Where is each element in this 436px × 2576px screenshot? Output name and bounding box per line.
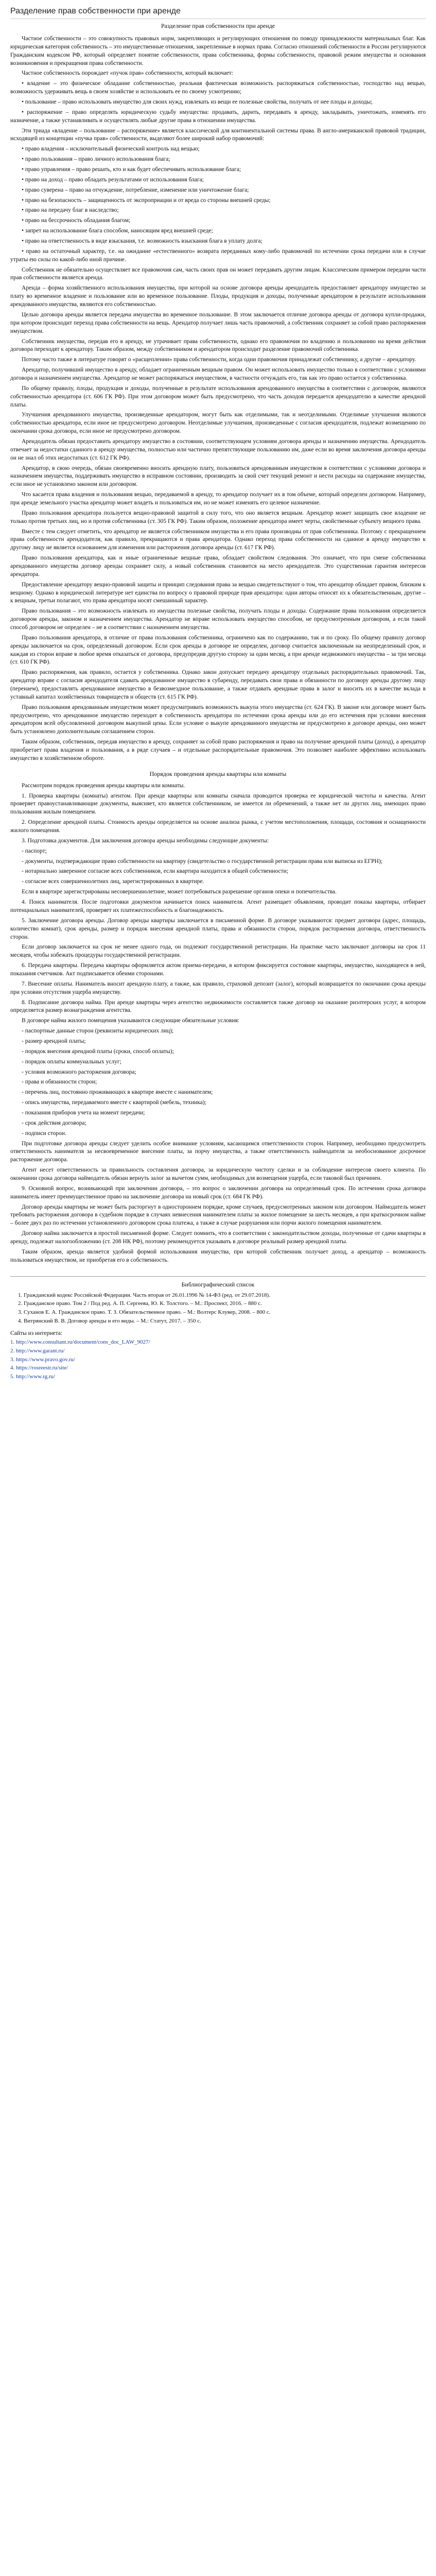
list-item: • право владения – исключительный физический контроль над вещью; bbox=[22, 146, 200, 152]
list-item: • право пользования – право личного использования блага; bbox=[22, 156, 170, 163]
site-link[interactable]: 2. http://www.garant.ru/ bbox=[10, 1347, 65, 1354]
paragraph: Таким образом, собственник, передав имущество в аренду, сохраняет за собой право распоряжения и право на получение арендной платы (доход), а арендатор приобретает права владения и пользования, а в ряде случаев – и отдельные распорядительные правомочия. Это позволяет наиболее эффективно использовать имущество в хозяйственном обороте. bbox=[10, 739, 426, 761]
paragraph: Право пользования арендатора пользуется вещно-правовой защитой в силу того, что оно является вещным. Арендатор может защищать свое владение не только против третьих лиц, но и против собственника (ст. 305 ГК РФ). Таким образом, положение арендатора имеет черты, свойственные субъекту вещного права. bbox=[10, 510, 426, 524]
list-item: - срок действия договора; bbox=[22, 1120, 86, 1126]
site-link-item bbox=[10, 1364, 426, 1372]
paragraph: Если договор заключается на срок не менее одного года, он подлежит государственной регистрации. На практике часто заключают договоры на срок 11 месяцев, чтобы избежать процедуры государственной регистрации. bbox=[10, 944, 426, 959]
paragraph: Арендатор, получивший имущество в аренду, обладает ограниченным вещным правом. Он может использовать имущество только в соответствии с условиями договора и назначением имущества. Арендатор не может распоряжаться имуществом, в частности отчуждать его, так как это право остается у собственника. bbox=[10, 367, 426, 381]
paragraph: В договоре найма жилого помещения указываются следующие обязательные условия: bbox=[22, 1018, 240, 1024]
paragraph: Если в квартире зарегистрированы несовершеннолетние, может потребоваться разрешение органов опеки и попечительства. bbox=[22, 889, 337, 895]
article-body bbox=[10, 35, 426, 1265]
list-item: - порядок внесения арендной платы (сроки, способ оплаты); bbox=[22, 1048, 174, 1055]
list-item: - паспорт; bbox=[22, 848, 47, 854]
paragraph: Арендатор, в свою очередь, обязан своевременно вносить арендную плату, пользоваться арендованным имуществом в соответствии с условиями договора и назначением имущества, поддерживать имущество в исправном состоянии, производить за свой счет текущий ремонт и нести расходы на содержание имущества, если иное не установлено законом или договором. bbox=[10, 465, 426, 488]
paragraph: Эти триада «владение – пользование – распоряжение» является классической для континентальной системы права. В англо-американской правовой традиции, исходящей из концепции «пучка прав» собственности, выделяют более широкий набор правомочий: bbox=[10, 127, 426, 142]
list-item: - нотариально заверенное согласие всех собственников, если квартира находится в общей собственности; bbox=[22, 868, 288, 875]
list-item: - порядок оплаты коммунальных услуг; bbox=[22, 1058, 121, 1065]
list-item: - размер арендной платы; bbox=[22, 1038, 86, 1044]
section-heading: Порядок проведения аренды квартиры или комнаты bbox=[149, 770, 287, 777]
paragraph: Таким образом, аренда является удобной формой использования имущества, при которой собственник получает доход, а арендатор – возможность пользоваться имуществом, не приобретая его в собственность. bbox=[10, 1248, 426, 1263]
paragraph: 2. Определение арендной платы. Стоимость аренды определяется на основе анализа рынка, с учетом местоположения, площади, состояния и оснащенности жилого помещения. bbox=[10, 819, 426, 834]
article-section bbox=[10, 266, 426, 763]
list-item: - условия возможного расторжения договора; bbox=[22, 1069, 136, 1075]
page-header bbox=[10, 4, 426, 19]
list-item: - паспортные данные сторон (реквизиты юридических лиц); bbox=[22, 1028, 174, 1035]
list-item: - права и обязанности сторон; bbox=[22, 1079, 97, 1086]
list-item: - показания приборов учета на момент передачи; bbox=[22, 1109, 145, 1116]
paragraph: Собственник имущества, передав его в аренду, не утрачивает права собственности, однако его правомочия по владению и пользованию на время действия договора переходят к арендатору. Таким образом, между собственником и арендатором происходит разделение правомочий собственника. bbox=[10, 338, 426, 353]
paragraph: Договор найма заключается в простой письменной форме. Следует помнить, что в соответствии с законодательством доходы, полученные от сдачи квартиры в аренду, подлежат налогообложению (ст. 208 НК РФ), поэтому рекомендуется указывать в договоре реальный размер арендной платы. bbox=[10, 1230, 426, 1245]
paragraph: Предоставление арендатору вещно-правовой защиты и принцип следования права за вещью свидетельствуют о том, что арендатор обладает правом, близким к вещному. Однако в юридической литературе нет единства по вопросу о правовой природе прав арендатора: одни авторы относят их к обязательственным, другие – к вещным, третьи полагают, что права арендатора носят смешанный характер. bbox=[10, 581, 426, 604]
paragraph: Частное собственность порождает «пучок прав» собственности, который включает: bbox=[22, 70, 233, 77]
list-item: • право на остаточный характер, т.е. на ожидание «естественного» возврата переданных кому-либо правомочий по истечении срока передачи или в случае утраты ею силы по какой-либо иной причине. bbox=[10, 248, 426, 263]
paragraph: Право пользования арендатора, в отличие от права пользования собственника, ограничено как по содержанию, так и по сроку. По общему правилу договор аренды заключается на срок, определенный договором. Если срок аренды в договоре не определен, договор считается заключенным на неопределенный срок, и каждая из сторон вправе в любое время отказаться от договора, предупредив другую сторону за один месяц, а при аренде недвижимого имущества – за три месяца (ст. 610 ГК РФ). bbox=[10, 634, 426, 666]
list-item: - опись имущества, передаваемого вместе с квартирой (мебель, техника); bbox=[22, 1099, 206, 1106]
article-section bbox=[10, 770, 426, 1265]
paragraph: Частное собственности – это совокупность правовых норм, закрепляющих и регулирующих отношения по поводу принадлежности материальных благ. Как юридическая категория собственность – это имущественные отношения, закрепленные в нормах права. Согласно отношений собственности в России регулируются Гражданским кодексом РФ, который определяет понятие собственности, права собственника, формы собственности, правовой режим имущества и основания возникновения и прекращения права собственности. bbox=[10, 36, 426, 66]
reference-item: 1. Гражданский кодекс Российской Федерации. Часть вторая от 26.01.1996 № 14-ФЗ (ред. от 29.07.2018). bbox=[24, 1292, 426, 1299]
reference-item: 2. Гражданское право. Том 2 / Под ред. А. П. Сергеева, Ю. К. Толстого. – М.: Проспект, 2016. – 880 с. bbox=[24, 1300, 426, 1308]
site-link-item bbox=[10, 1356, 426, 1364]
paragraph: 1. Проверка квартиры (комнаты) агентом. При аренде квартиры или комнаты сначала проводится проверка ее юридической чистоты и качества. Агент проверяет правоустанавливающие документы, выясняет, кто является собственником, не имеется ли обременений, а также нет ли других лиц, имеющих право пользования жилым помещением. bbox=[10, 792, 426, 816]
list-item: - перечень лиц, постоянно проживающих в квартире вместе с нанимателем; bbox=[22, 1089, 213, 1096]
paragraph: 9. Основной вопрос, возникающий при заключении договора, – это вопрос о заключении договора на определенный срок. По истечении срока договора наниматель имеет преимущественное право на заключение договора на новый срок (ст. 684 ГК РФ). bbox=[10, 1185, 426, 1200]
paragraph: 8. Подписание договора найма. При аренде квартиры через агентство недвижимости составляется также договор на оказание риэлтерских услуг, в котором определяется размер вознаграждения агентства. bbox=[10, 999, 426, 1014]
paragraph: Аренда – форма хозяйственного использования имущества, при которой на основе договора аренды арендодатель предоставляет арендатору имущество за плату во временное владение и пользование или во временное пользование. Плоды, продукция и доходы, полученные арендатором в результате использования арендованного имущества, являются его собственностью. bbox=[10, 285, 426, 308]
page-title: Разделение прав собственности при аренде bbox=[10, 7, 181, 15]
paragraph: Договор аренды квартиры не может быть расторгнут в одностороннем порядке, кроме случаев, предусмотренных законом или договором. Наймодатель может требовать расторжения договора в судебном порядке в случаях невнесения нанимателем платы за жилое помещение за шесть месяцев, а при краткосрочном найме – более двух раз по истечении установленного договором срока платежа, а также в случае разрушения или порчи жилого помещения нанимателем. bbox=[10, 1204, 426, 1227]
page bbox=[5, 0, 431, 1402]
paragraph: По общему правилу, плоды, продукция и доходы, полученные в результате использования арендованного имущества в соответствии с договором, являются собственностью арендатора (ст. 606 ГК РФ). При этом договором может быть предусмотрено, что часть доходов передается арендодателю в качестве арендной платы. bbox=[10, 385, 426, 408]
paragraph: Право пользования арендатора, как и иные ограниченные вещные права, обладает свойством следования. Это означает, что при смене собственника арендованного имущества договор аренды сохраняет силу, а новый собственник становится на место арендодателя. Это существенная гарантия интересов арендатора. bbox=[10, 555, 426, 578]
list-item: • право управления – право решать, кто и как будет обеспечивать использование блага; bbox=[22, 166, 241, 173]
article-section bbox=[10, 35, 426, 264]
paragraph: Право распоряжения, как правило, остается у собственника. Однако закон допускает передачу арендатору отдельных распорядительных правомочий. Так, арендатор вправе с согласия арендодателя сдавать арендованное имущество в субаренду, передавать свои права и обязанности по договору аренды другому лицу (перенаем), предоставлять арендованное имущество в безвозмездное пользование, а также отдавать арендные права в залог и вносить их в качестве вклада в уставный капитал хозяйственных товариществ и обществ (ст. 615 ГК РФ). bbox=[10, 669, 426, 700]
site-link[interactable]: 1. http://www.consultant.ru/document/cons_doc_LAW_9027/ bbox=[10, 1338, 150, 1345]
sites-list bbox=[10, 1338, 426, 1381]
site-link-item bbox=[10, 1373, 426, 1381]
list-item: • право на передачу благ в наследство; bbox=[22, 207, 119, 214]
paragraph: 4. Поиск нанимателя. После подготовки документов начинается поиск нанимателя. Агент размещает объявления, проводит показы квартиры, отбирает потенциальных нанимателей, проверяет их платежеспособность и благонадежность. bbox=[10, 899, 426, 913]
article-subtitle: Разделение прав собственности при аренде bbox=[161, 22, 275, 29]
paragraph: Что касается права владения и пользования вещью, передаваемой в аренду, то арендатор получает их в том объеме, который определен договором. Например, при аренде земельного участка арендатор может владеть и пользоваться им, но не может изменять его целевое назначение. bbox=[10, 492, 426, 506]
list-item: - подписи сторон. bbox=[22, 1130, 66, 1137]
list-item: • владение – это физическое обладание собственностью, реальная фактическая возможность распоряжаться собственностью, господство над вещью, возможность удерживать вещь в своем хозяйстве и использовать ее по своему усмотрению; bbox=[10, 80, 426, 95]
list-item: • запрет на использование блага способом, наносящим вред внешней среде; bbox=[22, 228, 213, 234]
site-link[interactable]: 3. https://www.pravo.gov.ru/ bbox=[10, 1356, 75, 1363]
paragraph: Право пользования арендованным имуществом может предусматривать возможность выкупа этого имущества (ст. 624 ГК). В законе или договоре может быть предусмотрено, что арендованное имущество переходит в собственность арендатора по истечении срока аренды или до его истечения при условии внесения арендатором всей обусловленной договором выкупной цены. Если условие о выкупе арендованного имущества не предусмотрено в договоре аренды, оно может быть установлено дополнительным соглашением сторон. bbox=[10, 704, 426, 735]
paragraph: 7. Внесение оплаты. Наниматель вносит арендную плату, а также, как правило, страховой депозит (залог), который возвращается по окончании срока аренды при условии отсутствия ущерба имуществу. bbox=[10, 980, 426, 995]
paragraph: Потому часто также в литературе говорят о «расщеплении» права собственности, когда одни правомочия принадлежат собственнику, а другие – арендатору. bbox=[22, 357, 416, 363]
paragraph: Собственник не обязательно осуществляет все правомочия сам, часть своих прав он может передавать другим лицам. Классическим примером передачи части прав собственности является аренда. bbox=[10, 266, 426, 281]
list-item: • пользование – право использовать имущество для своих нужд, извлекать из вещи ее полезные свойства, получать от нее плоды и доходы; bbox=[22, 99, 373, 106]
reference-item: 3. Суханов Е. А. Гражданское право. Т. 3. Обязательственное право. – М.: Волтерс Клувер, 2008. – 800 с. bbox=[24, 1309, 426, 1316]
paragraph: Вместе с тем следует отметить, что арендатор не является собственником имущества и его права производны от прав собственника. Поэтому с прекращением права собственности арендодателя, как правило, прекращаются и права арендатора. Однако переход права собственности на сданное в аренду имущество к другому лицу не является основанием для изменения или расторжения договора аренды (ст. 617 ГК РФ). bbox=[10, 528, 426, 551]
paragraph: Рассмотрим порядок проведения аренды квартиры или комнаты. bbox=[22, 782, 185, 789]
paragraph: Целью договора аренды является передача имущества во временное пользование. В этом заключается отличие договора аренды от договора купли-продажи, при котором происходит переход права собственности на вещь. Арендатор получает лишь часть правомочий, а собственник сохраняет за собой право распоряжения имуществом. bbox=[10, 311, 426, 334]
list-item: • право на ответственность в виде взыскания, т.е. возможность взыскания блага в уплату долга; bbox=[22, 238, 263, 245]
list-item: • право на безопасность – защищенность от экспроприации и от вреда со стороны внешней среды; bbox=[22, 197, 271, 204]
references-section bbox=[10, 1276, 426, 1381]
site-link[interactable]: 4. https://rosreestr.ru/site/ bbox=[10, 1365, 68, 1371]
references-list bbox=[10, 1292, 426, 1325]
paragraph: 5. Заключение договора аренды. Договор аренды квартиры заключается в письменной форме. В договоре указываются: предмет договора (адрес, площадь, количество комнат), срок аренды, размер и порядок внесения арендной платы, права и обязанности сторон, порядок расторжения договора, ответственность сторон. bbox=[10, 917, 426, 940]
site-link[interactable]: 5. http://www.rg.ru/ bbox=[10, 1374, 56, 1380]
list-item: • право суверена – право на отчуждение, потребление, изменение или уничтожение блага; bbox=[22, 187, 249, 193]
paragraph: Агент несет ответственность за правильность составления договора, за юридическую чистоту сделки и за соблюдение интересов своего клиента. По окончании срока договора наймодатель обязан вернуть залог за вычетом сумм, необходимых для возмещения ущерба, если таковой был причинен. bbox=[10, 1167, 426, 1181]
paragraph: 6. Передача квартиры. Передача квартиры оформляется актом приема-передачи, в котором фиксируется состояние квартиры, имущество, находящееся в ней, показания счетчиков. Акт подписывается обеими сторонами. bbox=[10, 962, 426, 977]
list-item: - документы, подтверждающие право собственности на квартиру (свидетельство о государственной регистрации права или выписка из ЕГРН); bbox=[22, 858, 382, 865]
paragraph: Право пользования – это возможность извлекать из имущества полезные свойства, получать плоды и доходы. Содержание права пользования определяется договором аренды, законом и назначением имущества. Арендатор не вправе использовать имущество способом, не предусмотренным договором, а если такой способ договором не определен – не в соответствии с назначением имущества. bbox=[10, 608, 426, 631]
list-item: • право на бессрочность обладания благом; bbox=[22, 217, 131, 224]
site-link-item bbox=[10, 1338, 426, 1346]
paragraph: Арендодатель обязан предоставить арендатору имущество в состоянии, соответствующем условиям договора аренды и назначению имущества. Арендодатель отвечает за недостатки сданного в аренду имущества, полностью или частично препятствующие пользованию им, даже если во время заключения договора аренды он не знал об этих недостатках (ст. 612 ГК РФ). bbox=[10, 438, 426, 461]
list-item: - согласие всех совершеннолетних лиц, зарегистрированных в квартире. bbox=[22, 878, 204, 885]
paragraph: 3. Подготовка документов. Для заключения договора аренды необходимы следующие документы: bbox=[22, 837, 269, 844]
sites-heading: Сайты из интернета: bbox=[10, 1330, 63, 1336]
paragraph: Улучшения арендованного имущества, произведенные арендатором, могут быть как отделимыми, так и неотделимыми. Отделимые улучшения являются собственностью арендатора, если иное не предусмотрено договором. Неотделимые улучшения, произведенные с согласия арендодателя, подлежат возмещению по окончании срока договора, если иное не предусмотрено договором. bbox=[10, 412, 426, 435]
references-heading: Библиографический список bbox=[181, 1280, 255, 1288]
list-item: • право на доход – право обладать результатами от использования блага; bbox=[22, 176, 204, 183]
reference-item: 4. Витрянский В. В. Договор аренды и его виды. – М.: Статут, 2017. – 350 с. bbox=[24, 1317, 426, 1325]
paragraph: При подготовке договора аренды следует уделить особое внимание условиям, касающимся ответственности сторон. Например, необходимо предусмотреть ответственность нанимателя за несвоевременное внесение платы, за порчу имущества, а также ответственность наймодателя за необоснованное досрочное расторжение договора. bbox=[10, 1140, 426, 1163]
list-item: • распоряжение – право определять юридическую судьбу имущества: продавать, дарить, передавать в аренду, закладывать, уничтожать, изменять его назначение, а также устанавливать и осуществлять любые другие права в отношении имущества. bbox=[10, 109, 426, 124]
site-link-item bbox=[10, 1347, 426, 1355]
